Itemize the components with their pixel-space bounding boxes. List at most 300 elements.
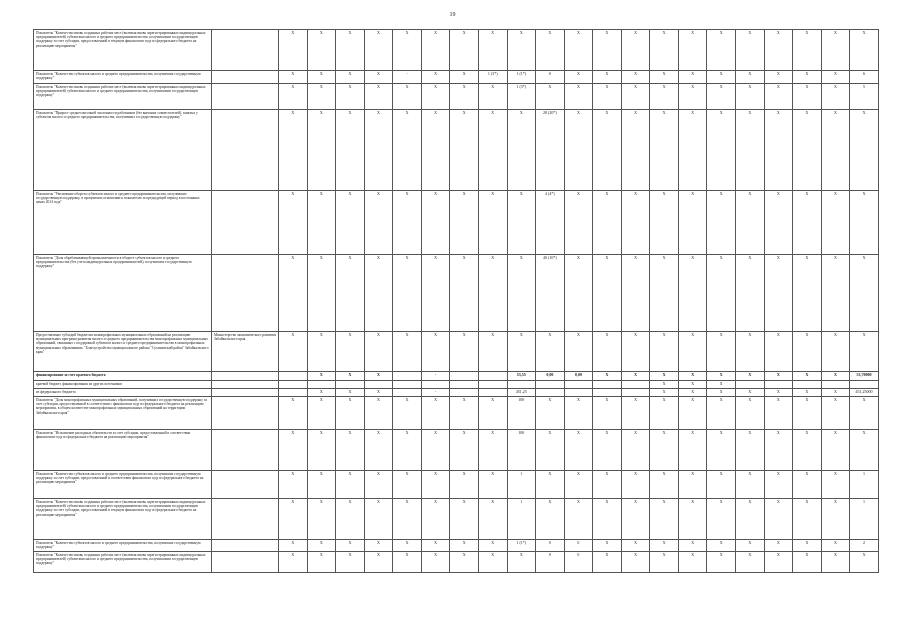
table-cell: X <box>678 540 707 552</box>
row-description: Показатель "Увеличение оборота субъектов малого и среднего предпринимательства, получивших государственную поддержку, в процентном отношении к показателю за предыдущий период в постоянных ценах 2014 года" <box>34 191 212 255</box>
table-cell: X <box>821 397 850 430</box>
table-cell: X <box>393 499 422 540</box>
table-cell: X <box>650 389 679 397</box>
table-cell: X <box>421 110 450 191</box>
table-cell: X <box>793 30 822 71</box>
table-cell <box>450 381 479 389</box>
table-cell: X <box>421 191 450 255</box>
table-cell: X <box>736 372 765 381</box>
table-cell: X <box>279 397 308 430</box>
table-cell: X <box>621 430 650 471</box>
table-cell: X <box>478 255 507 332</box>
table-cell: X <box>821 110 850 191</box>
table-cell <box>536 381 565 389</box>
table-cell: X <box>364 30 393 71</box>
table-cell: X <box>536 332 565 372</box>
table-cell: X <box>736 499 765 540</box>
table-cell: X <box>650 71 679 84</box>
table-cell: X <box>621 110 650 191</box>
table-cell: X <box>564 30 593 71</box>
row-responsible <box>212 372 279 381</box>
table-cell: X <box>764 110 793 191</box>
table-cell: 1 <box>507 471 536 499</box>
table-cell: X <box>450 110 479 191</box>
row-description: краевой бюджет, финансирования из других источников <box>34 381 212 389</box>
table-cell: - <box>421 389 450 397</box>
table-cell: X <box>478 540 507 552</box>
table-cell: X <box>364 389 393 397</box>
table-cell: X <box>707 332 736 372</box>
table-cell: X <box>507 30 536 71</box>
table-cell: 100 <box>507 430 536 471</box>
page-number: 19 <box>449 12 456 18</box>
table-cell <box>393 372 422 381</box>
table-cell: X <box>279 71 308 84</box>
table-cell: X <box>421 499 450 540</box>
table-cell: X <box>678 191 707 255</box>
table-cell: X <box>336 110 365 191</box>
row-responsible <box>212 255 279 332</box>
table-cell: X <box>364 552 393 573</box>
table-cell: X <box>336 499 365 540</box>
table-cell: X <box>707 430 736 471</box>
table-cell: X <box>564 332 593 372</box>
table-cell: X <box>707 71 736 84</box>
table-cell: 53,55 <box>507 372 536 381</box>
table-row <box>34 471 879 499</box>
table-cell <box>564 389 593 397</box>
row-description: Показатель "Количество субъектов малого и среднего предпринимательства, получивших государственную поддержку" <box>34 540 212 552</box>
table-cell: X <box>764 552 793 573</box>
table-cell: X <box>421 430 450 471</box>
table-cell: X <box>793 110 822 191</box>
table-cell: X <box>621 255 650 332</box>
table-cell: X <box>364 430 393 471</box>
row-responsible <box>212 552 279 573</box>
table-cell: X <box>393 30 422 71</box>
table-cell <box>421 381 450 389</box>
table-cell <box>764 381 793 389</box>
table-cell: X <box>850 332 879 372</box>
table-cell: - <box>421 372 450 381</box>
row-responsible <box>212 389 279 397</box>
table-cell: X <box>279 191 308 255</box>
table-cell: X <box>764 71 793 84</box>
table-cell: X <box>821 255 850 332</box>
table-cell: X <box>678 552 707 573</box>
table-cell: X <box>707 191 736 255</box>
table-cell: X <box>307 191 336 255</box>
row-responsible <box>212 381 279 389</box>
table-cell: X <box>421 540 450 552</box>
table-cell <box>507 381 536 389</box>
row-responsible <box>212 191 279 255</box>
table-cell: X <box>821 30 850 71</box>
table-cell: X <box>650 30 679 71</box>
table-cell: 0,00 <box>564 372 593 381</box>
table-cell: X <box>736 397 765 430</box>
table-cell: X <box>707 372 736 381</box>
table-cell: X <box>650 552 679 573</box>
row-description: Показатель "Количество вновь созданных рабочих мест (включая вновь зарегистрированных индивидуальных предпринимателей) субъектами малого и среднего предпринимательства, получившими государственную поддержку" <box>34 84 212 110</box>
row-responsible <box>212 84 279 110</box>
table-cell: X <box>478 430 507 471</box>
table-cell: 1 <box>507 499 536 540</box>
table-cell: X <box>678 110 707 191</box>
table-cell: X <box>307 372 336 381</box>
table-cell: X <box>307 332 336 372</box>
table-cell: X <box>707 84 736 110</box>
table-cell: X <box>850 191 879 255</box>
table-cell: X <box>707 381 736 389</box>
table-cell: X <box>650 397 679 430</box>
table-cell: X <box>707 110 736 191</box>
table-cell: X <box>621 71 650 84</box>
table-cell: X <box>593 552 622 573</box>
table-cell: X <box>650 191 679 255</box>
table-cell: 0 <box>536 552 565 573</box>
table-cell: X <box>307 471 336 499</box>
table-cell: X <box>764 471 793 499</box>
table-cell: X <box>593 84 622 110</box>
table-cell: X <box>307 552 336 573</box>
table-cell: X <box>850 110 879 191</box>
table-cell: X <box>478 110 507 191</box>
table-cell: X <box>650 499 679 540</box>
table-cell: X <box>650 471 679 499</box>
table-cell: X <box>336 84 365 110</box>
table-row <box>34 430 879 471</box>
table-cell: X <box>336 372 365 381</box>
table-cell: X <box>678 397 707 430</box>
table-cell: 5 <box>850 84 879 110</box>
table-cell: X <box>564 84 593 110</box>
table-cell: X <box>364 372 393 381</box>
table-cell: X <box>793 372 822 381</box>
row-description: Предоставление субсидий бюджетам монопрофильных муниципальных образований на реализацию муниципальных программ развития малого и среднего предпринимательства монопрофильных муниципальных образований, связанных с поддержкой субъектов малого и среднего предпринимательства в монопрофильных муниципальных образованиях: "Благоустройство муниципального района "Сухиничский район" Забайкальского края" <box>34 332 212 372</box>
table-cell: X <box>736 110 765 191</box>
table-cell: X <box>736 552 765 573</box>
table-cell: X <box>621 372 650 381</box>
table-cell: X <box>564 110 593 191</box>
table-row <box>34 191 879 255</box>
table-cell: X <box>336 397 365 430</box>
table-cell: X <box>793 389 822 397</box>
table-cell: X <box>507 255 536 332</box>
table-row <box>34 372 879 381</box>
table-cell: X <box>621 471 650 499</box>
table-cell: X <box>393 110 422 191</box>
table-cell: X <box>450 540 479 552</box>
row-description: из федерального бюджета <box>34 389 212 397</box>
table-cell: X <box>621 552 650 573</box>
table-cell: X <box>364 471 393 499</box>
table-cell <box>593 389 622 397</box>
table-cell: X <box>850 552 879 573</box>
table-cell: X <box>821 499 850 540</box>
table-row <box>34 381 879 389</box>
row-responsible <box>212 540 279 552</box>
table-cell: X <box>478 84 507 110</box>
table-cell: X <box>564 255 593 332</box>
table-row <box>34 552 879 573</box>
table-cell: X <box>736 389 765 397</box>
table-cell: X <box>764 389 793 397</box>
table-cell: X <box>336 540 365 552</box>
table-cell: 53,70000 <box>850 372 879 381</box>
table-cell: X <box>593 71 622 84</box>
table-cell: X <box>307 397 336 430</box>
row-description: Показатель "Доля обрабатывающей промышленности в обороте субъектов малого и среднего предпринимательства (без учета индивидуальных предпринимателей), получивших государственную поддержку" <box>34 255 212 332</box>
table-cell: X <box>621 30 650 71</box>
table-cell <box>450 372 479 381</box>
table-cell: X <box>279 552 308 573</box>
table-cell: X <box>593 372 622 381</box>
table-row <box>34 30 879 71</box>
table-cell: X <box>821 552 850 573</box>
table-cell: X <box>678 471 707 499</box>
table-cell: X <box>621 332 650 372</box>
table-cell: 0 <box>564 552 593 573</box>
row-description: Показатель "Количество субъектов малого и среднего предпринимательства, получивших государственную поддержку" <box>34 71 212 84</box>
table-cell: X <box>707 540 736 552</box>
table-cell <box>364 381 393 389</box>
table-cell: X <box>764 372 793 381</box>
row-description: Показатель "Прирост среднесписочной численности работников (без внешних совместителей), занятых у субъектов малого и среднего предпринимательства, получивших государственную поддержку" <box>34 110 212 191</box>
table-cell <box>336 381 365 389</box>
table-cell: X <box>307 30 336 71</box>
table-row <box>34 540 879 552</box>
table-row <box>34 389 879 397</box>
table-cell: X <box>736 30 765 71</box>
table-cell: X <box>279 110 308 191</box>
table-cell: X <box>450 430 479 471</box>
table-cell: X <box>736 430 765 471</box>
table-cell: X <box>678 430 707 471</box>
table-cell: X <box>821 389 850 397</box>
table-cell: X <box>650 255 679 332</box>
table-cell: X <box>678 71 707 84</box>
table-row <box>34 499 879 540</box>
table-cell: X <box>736 71 765 84</box>
table-cell: X <box>593 255 622 332</box>
table-cell: X <box>564 191 593 255</box>
row-description: Показатель "Количество вновь созданных рабочих мест (включая вновь зарегистрированных индивидуальных предпринимателей) субъектами малого и среднего предпринимательства, получившими государственную поддержку" <box>34 552 212 573</box>
table-cell: X <box>678 372 707 381</box>
table-row <box>34 332 879 372</box>
table-cell: X <box>678 389 707 397</box>
row-responsible: Министерство экономического развития Забайкальского края <box>212 332 279 372</box>
table-cell <box>736 381 765 389</box>
table-cell: X <box>793 84 822 110</box>
table-cell: X <box>793 191 822 255</box>
table-cell: 1 (1*) <box>507 71 536 84</box>
table-cell: X <box>650 372 679 381</box>
table-cell: X <box>393 540 422 552</box>
table-cell: X <box>279 499 308 540</box>
table-cell: X <box>650 332 679 372</box>
table-cell: X <box>621 540 650 552</box>
table-cell: X <box>364 84 393 110</box>
table-cell: X <box>536 30 565 71</box>
table-cell: X <box>650 110 679 191</box>
table-cell: X <box>393 332 422 372</box>
table-cell: X <box>450 397 479 430</box>
row-responsible <box>212 499 279 540</box>
table-cell: X <box>650 540 679 552</box>
table-cell: X <box>678 332 707 372</box>
table-cell: X <box>478 499 507 540</box>
table-cell: X <box>821 332 850 372</box>
table-cell <box>621 381 650 389</box>
table-cell: X <box>593 471 622 499</box>
table-cell: X <box>564 499 593 540</box>
table-cell: X <box>707 397 736 430</box>
table-cell: X <box>736 471 765 499</box>
table-cell: 451,25000 <box>850 389 879 397</box>
table-cell: X <box>507 191 536 255</box>
table-cell: X <box>336 191 365 255</box>
table-cell: X <box>307 84 336 110</box>
table-cell: X <box>279 84 308 110</box>
table-cell <box>850 381 879 389</box>
row-description: Показатель "Доля монопрофильных муниципальных образований, получивших государственную поддержку за счет субсидии, предоставленной в соответствии с финансовом году из федерального бюджета на реализацию мероприятия, в общем количестве монопрофильных муниципальных образований на территории Забайкальского края" <box>34 397 212 430</box>
table-cell: X <box>564 471 593 499</box>
table-cell: X <box>336 430 365 471</box>
table-cell <box>478 389 507 397</box>
table-cell: X <box>336 255 365 332</box>
table-cell: X <box>793 397 822 430</box>
table-cell: X <box>364 540 393 552</box>
table-cell: X <box>336 30 365 71</box>
table-cell: X <box>307 430 336 471</box>
table-cell: X <box>650 430 679 471</box>
table-cell: 451,25 <box>507 389 536 397</box>
table-cell: X <box>764 499 793 540</box>
table-cell: X <box>736 255 765 332</box>
table-cell <box>307 381 336 389</box>
row-description: Показатель "Количество вновь созданных рабочих мест (включая вновь зарегистрированных индивидуальных предпринимателей) субъектами малого и среднего предпринимательства, получившими государственную поддержку за счет субсидии, предоставленной в текущем финансовом году из федерального бюджета на реализацию мероприятия" <box>34 30 212 71</box>
table-cell: 2 <box>850 540 879 552</box>
row-responsible <box>212 110 279 191</box>
table-cell: X <box>593 30 622 71</box>
table-cell: X <box>450 84 479 110</box>
table-cell: X <box>450 552 479 573</box>
table-cell: X <box>478 397 507 430</box>
report-table-body <box>34 30 879 573</box>
table-cell: X <box>678 84 707 110</box>
table-cell: X <box>764 430 793 471</box>
table-cell: X <box>793 332 822 372</box>
table-cell: X <box>593 397 622 430</box>
table-cell: 1 (3*) <box>478 71 507 84</box>
table-cell: X <box>421 71 450 84</box>
row-responsible <box>212 471 279 499</box>
table-row <box>34 71 879 84</box>
table-cell: X <box>764 84 793 110</box>
table-cell: X <box>678 381 707 389</box>
table-cell: X <box>307 71 336 84</box>
table-cell: 0,00 <box>536 372 565 381</box>
table-cell: X <box>279 255 308 332</box>
table-cell: X <box>678 255 707 332</box>
table-cell: X <box>450 191 479 255</box>
table-cell: X <box>621 397 650 430</box>
table-cell: X <box>536 499 565 540</box>
table-cell: X <box>421 30 450 71</box>
table-cell <box>279 389 308 397</box>
table-row <box>34 110 879 191</box>
table-cell <box>821 381 850 389</box>
table-cell <box>536 389 565 397</box>
table-cell: X <box>421 397 450 430</box>
table-cell: X <box>650 381 679 389</box>
table-cell: X <box>793 255 822 332</box>
table-cell: X <box>478 552 507 573</box>
table-cell: X <box>307 255 336 332</box>
table-cell <box>621 389 650 397</box>
table-cell: X <box>764 30 793 71</box>
table-cell: X <box>450 499 479 540</box>
table-cell: X <box>336 332 365 372</box>
table-cell: X <box>336 552 365 573</box>
table-cell: X <box>536 471 565 499</box>
table-cell: X <box>593 191 622 255</box>
table-cell: X <box>336 389 365 397</box>
table-cell: X <box>279 471 308 499</box>
table-cell: X <box>821 84 850 110</box>
table-cell: X <box>364 499 393 540</box>
table-cell: X <box>478 30 507 71</box>
table-cell: 4 (4*) <box>536 191 565 255</box>
row-responsible <box>212 30 279 71</box>
table-cell: X <box>850 397 879 430</box>
table-cell: X <box>850 255 879 332</box>
table-cell: X <box>364 255 393 332</box>
table-cell: 1 (3*) <box>507 84 536 110</box>
row-description: Показатель "Количество субъектов малого и среднего предпринимательства, получивших государственную поддержку за счет субсидии, предоставленной в соответствии финансовом году из федерального бюджета на реализацию мероприятия" <box>34 471 212 499</box>
table-cell: X <box>736 332 765 372</box>
table-cell: X <box>821 191 850 255</box>
table-cell: X <box>279 332 308 372</box>
table-cell: X <box>450 332 479 372</box>
table-cell: X <box>764 540 793 552</box>
table-cell: X <box>678 30 707 71</box>
table-cell: X <box>536 430 565 471</box>
table-cell: X <box>507 552 536 573</box>
table-cell <box>564 381 593 389</box>
table-cell: X <box>421 552 450 573</box>
table-cell: X <box>307 540 336 552</box>
table-cell: X <box>593 499 622 540</box>
table-cell <box>793 381 822 389</box>
table-cell: X <box>564 430 593 471</box>
table-cell <box>593 381 622 389</box>
table-cell: X <box>821 430 850 471</box>
table-cell: X <box>536 84 565 110</box>
table-cell <box>279 372 308 381</box>
table-cell: X <box>593 110 622 191</box>
table-row <box>34 255 879 332</box>
table-cell: - <box>393 71 422 84</box>
table-cell <box>478 372 507 381</box>
table-cell: X <box>764 332 793 372</box>
table-cell: X <box>364 191 393 255</box>
table-cell: X <box>621 191 650 255</box>
table-cell: 1 (1*) <box>507 540 536 552</box>
table-cell: 0 <box>564 540 593 552</box>
table-cell: X <box>507 110 536 191</box>
